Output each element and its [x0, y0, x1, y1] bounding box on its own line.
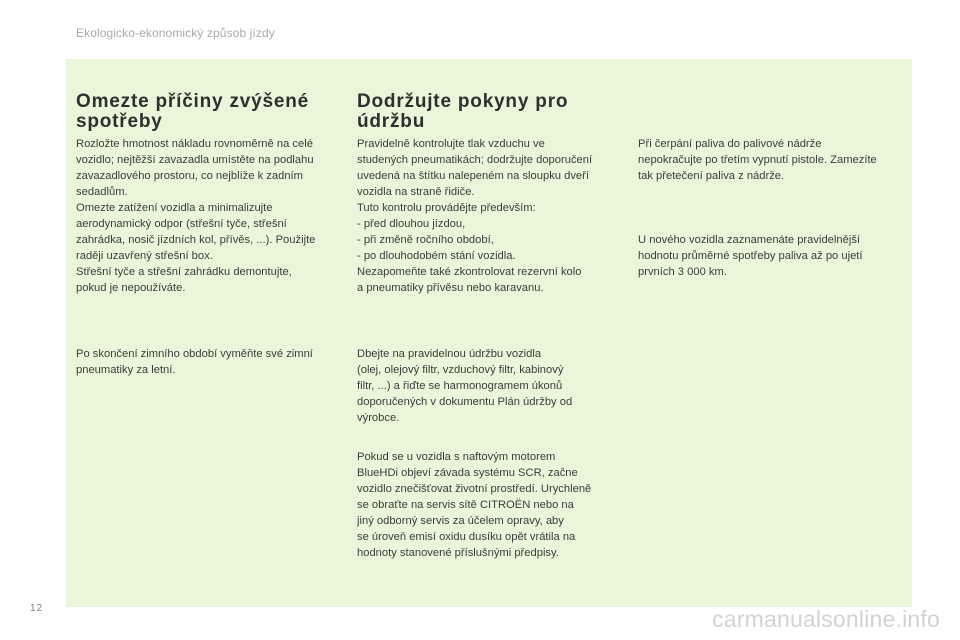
paragraph-load-distribution: Rozložte hmotnost nákladu rovnoměrně na celé vozidlo; nejtěžší zavazadla umístěte na podlahu zavazadlového prostoru, co nejblíže k zadním sedadlům. Omezte zatížení vozidla a minimalizujte aerodynamický odpor (střešní tyče, střešní zahrádka, nosič jízdních kol, přívěs, ...). Použijte raději uzavřený střešní box. Střešní tyče a střešní zahrádku demontujte, pokud je nepoužíváte.: [76, 138, 316, 294]
paragraph-refuelling: Při čerpání paliva do palivové nádrže nepokračujte po třetím vypnutí pistole. Zamezíte tak přetečení paliva z nádrže.: [638, 138, 877, 182]
heading-reduce-consumption: Omezte příčiny zvýšené spotřeby: [76, 91, 310, 132]
page-number: 12: [30, 603, 44, 614]
paragraph-new-vehicle: U nového vozidla zaznamenáte pravidelnější hodnotu průměrné spotřeby paliva až po ujetí prvních 3 000 km.: [638, 234, 863, 278]
heading-maintenance: Dodržujte pokyny pro údržbu: [357, 91, 569, 132]
running-head: Ekologicko-ekonomický způsob jízdy: [76, 26, 275, 40]
watermark: carmanualsonline.info: [712, 606, 940, 632]
paragraph-winter-tyres: Po skončení zimního období vyměňte své zimní pneumatiky za letní.: [76, 348, 313, 376]
paragraph-regular-service: Dbejte na pravidelnou údržbu vozidla (olej, olejový filtr, vzduchový filtr, kabinový filtr, ...) a řiďte se harmonogramem úkonů doporučených v dokumentu Plán údržby od výrobce.: [357, 348, 573, 424]
paragraph-tyre-pressure: Pravidelně kontrolujte tlak vzduchu ve studených pneumatikách; dodržujte doporučení uvedená na štítku nalepeném na sloupku dveří vozidla na straně řidiče. Tuto kontrolu provádějte především: - před dlouhou jízdou, - při změně ročního období, - po dlouhodobém stání vozidla. Nezapomeňte také zkontrolovat rezervní kolo a pneumatiky přívěsu nebo karavanu.: [357, 138, 593, 294]
paragraph-scr-fault: Pokud se u vozidla s naftovým motorem BlueHDi objeví závada systému SCR, začne vozidlo znečišťovat životní prostředí. Urychleně se obraťte na servis sítě CITROËN nebo na jiný odborný servis za účelem opravy, aby se úroveň emisí oxidu dusíku opět vrátila na hodnoty stanovené příslušnými předpisy.: [357, 451, 592, 559]
